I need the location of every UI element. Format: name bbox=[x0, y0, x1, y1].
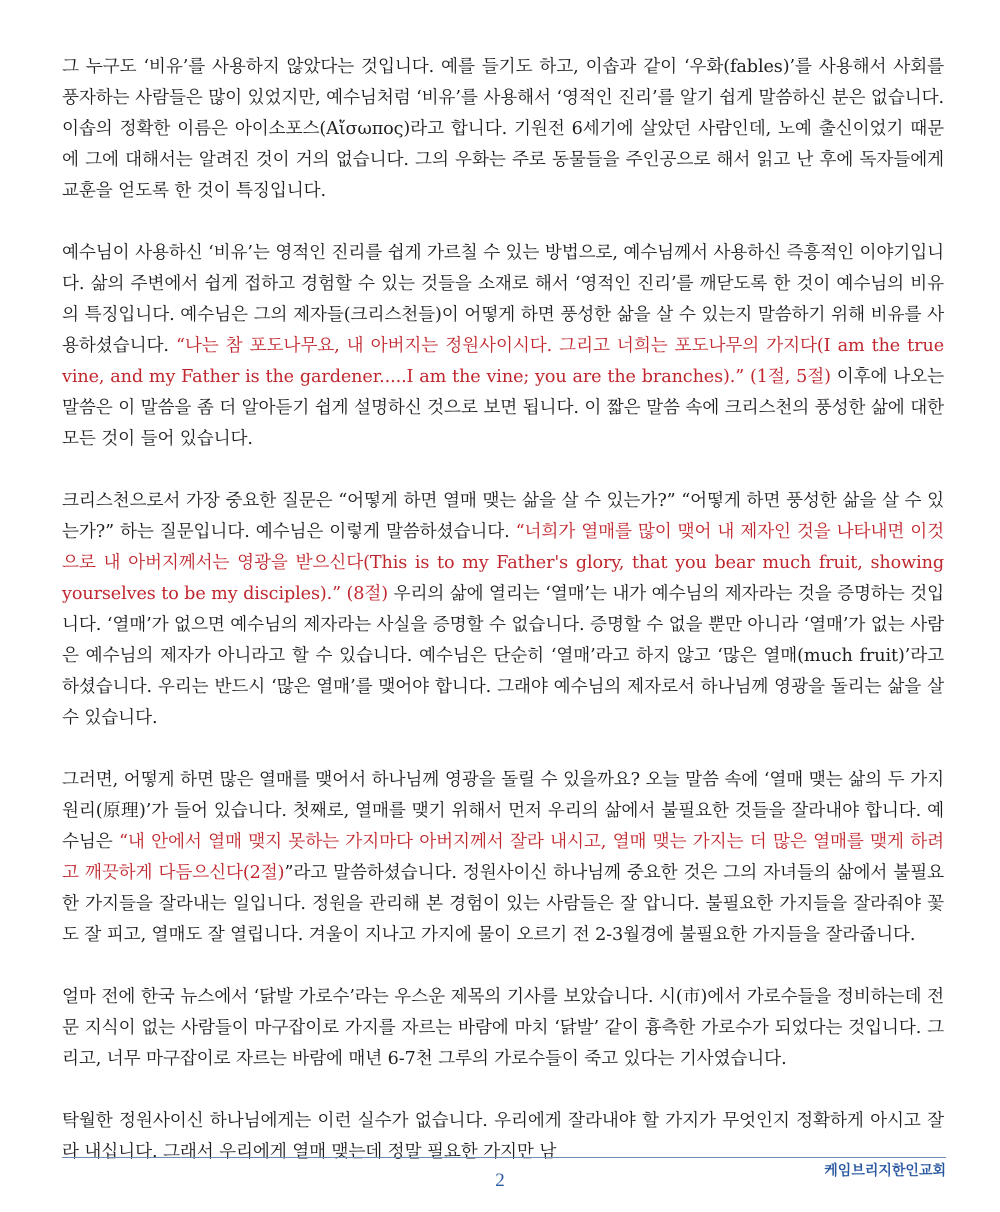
article-body bbox=[62, 52, 944, 1199]
scripture-quote: “내 안에서 열매 맺지 못하는 가지마다 아버지께서 잘라 내시고, 열매 맺는 가지는 더 많은 열매를 맺게 하려고 깨끗하게 다듬으신다(2절) bbox=[62, 832, 944, 883]
paragraph-text: ”라고 말씀하셨습니다. 정원사이신 하나님께 중요한 것은 그의 자녀들의 삶에서 불필요한 가지들을 잘라내는 일입니다. 정원을 관리해 본 경험이 있는 사람들은 잘 압니다. 불필요한 가지들을 잘라줘야 꽃도 잘 피고, 열매도 잘 열립니다. 겨울이 지나고 가지에 물이 오르기 전 2-3월경에 불필요한 가지들을 잘라줍니다. bbox=[62, 863, 944, 945]
paragraph-text: 탁월한 정원사이신 하나님에게는 이런 실수가 없습니다. 우리에게 잘라내야 할 가지가 무엇인지 정확하게 아시고 잘라 내십니다. 그래서 우리에게 열매 맺는데 정말 필요한 가지만 남 bbox=[62, 1111, 944, 1162]
paragraph-text: 예수님이 사용하신 ‘비유’는 영적인 진리를 쉽게 가르칠 수 있는 방법으로, 예수님께서 사용하신 즉흥적인 이야기입니다. 삶의 주변에서 쉽게 접하고 경험할 수 있는 것들을 소재로 해서 ‘영적인 진리’를 깨닫도록 한 것이 예수님의 비유의 특징입니다. 예수님은 그의 제자들(크리스천들)이 어떻게 하면 풍성한 삶을 살 수 있는지 말씀하기 위해 비유를 사용하셨습니다. bbox=[62, 243, 944, 356]
footer-divider bbox=[62, 1157, 946, 1158]
paragraph-text: 얼마 전에 한국 뉴스에서 ‘닭발 가로수’라는 우스운 제목의 기사를 보았습니다. 시(市)에서 가로수들을 정비하는데 전문 지식이 없는 사람들이 마구잡이로 가지를 자르는 바람에 마치 ‘닭발’ 같이 흉측한 가로수가 되었다는 것입니다. 그리고, 너무 마구잡이로 자르는 바람에 매년 6-7천 그루의 가로수들이 죽고 있다는 기사였습니다. bbox=[62, 987, 944, 1069]
church-name: 케임브리지한인교회 bbox=[824, 1163, 946, 1179]
scripture-quote: “나는 참 포도나무요, 내 아버지는 정원사이시다. 그리고 너희는 포도나무의 가지다(I am the true vine, and my Father is the gardener.....I am the vine; you are the branches).” (1절, 5절) bbox=[62, 336, 945, 387]
paragraph bbox=[62, 982, 944, 1075]
paragraph bbox=[62, 52, 944, 207]
scripture-quote: “너희가 열매를 많이 맺어 내 제자인 것을 나타내면 이것으로 내 아버지께서는 영광을 받으신다(This is to my Father's glory, that you bear much fruit, showing yourselves to be my disciples).” (8절) bbox=[62, 522, 944, 604]
paragraph bbox=[62, 765, 944, 951]
paragraph-text: 그 누구도 ‘비유’를 사용하지 않았다는 것입니다. 예를 들기도 하고, 이솝과 같이 ‘우화(fables)’를 사용해서 사회를 풍자하는 사람들은 많이 있었지만, 예수님처럼 ‘비유’를 사용해서 ‘영적인 진리’를 알기 쉽게 말씀하신 분은 없습니다. 이솝의 정확한 이름은 아이소포스(Αἴσωπος)라고 합니다. 기원전 6세기에 살았던 사람인데, 노예 출신이었기 때문에 그에 대해서는 알려진 것이 거의 없습니다. 그의 우화는 주로 동물들을 주인공으로 해서 읽고 난 후에 독자들에게 교훈을 얻도록 한 것이 특징입니다. bbox=[62, 57, 944, 201]
paragraph-text: 그러면, 어떻게 하면 많은 열매를 맺어서 하나님께 영광을 돌릴 수 있을까요? 오늘 말씀 속에 ‘열매 맺는 삶의 두 가지 원리(原理)’가 들어 있습니다. 첫째로, 열매를 맺기 위해서 먼저 우리의 삶에서 불필요한 것들을 잘라내야 합니다. 예수님은 bbox=[62, 770, 944, 852]
paragraph-text: 우리의 삶에 열리는 ‘열매’는 내가 예수님의 제자라는 것을 증명하는 것입니다. ‘열매’가 없으면 예수님의 제자라는 사실을 증명할 수 없습니다. 증명할 수 없을 뿐만 아니라 ‘열매’가 없는 사람은 예수님의 제자가 아니라고 할 수 있습니다. 예수님은 단순히 ‘열매’라고 하지 않고 ‘많은 열매(much fruit)’라고 하셨습니다. 우리는 반드시 ‘많은 열매’를 맺어야 합니다. 그래야 예수님의 제자로서 하나님께 영광을 돌리는 삶을 살 수 있습니다. bbox=[62, 584, 944, 728]
paragraph-text: 크리스천으로서 가장 중요한 질문은 “어떻게 하면 열매 맺는 삶을 살 수 있는가?” “어떻게 하면 풍성한 삶을 살 수 있는가?” 하는 질문입니다. 예수님은 이렇게 말씀하셨습니다. bbox=[62, 491, 944, 542]
paragraph bbox=[62, 1106, 944, 1168]
paragraph-text: 이후에 나오는 말씀은 이 말씀을 좀 더 알아듣기 쉽게 설명하신 것으로 보면 됩니다. 이 짧은 말씀 속에 크리스천의 풍성한 삶에 대한 모든 것이 들어 있습니다. bbox=[62, 367, 944, 449]
page-number: 2 bbox=[495, 1170, 505, 1191]
paragraph bbox=[62, 486, 944, 734]
paragraph bbox=[62, 238, 944, 455]
